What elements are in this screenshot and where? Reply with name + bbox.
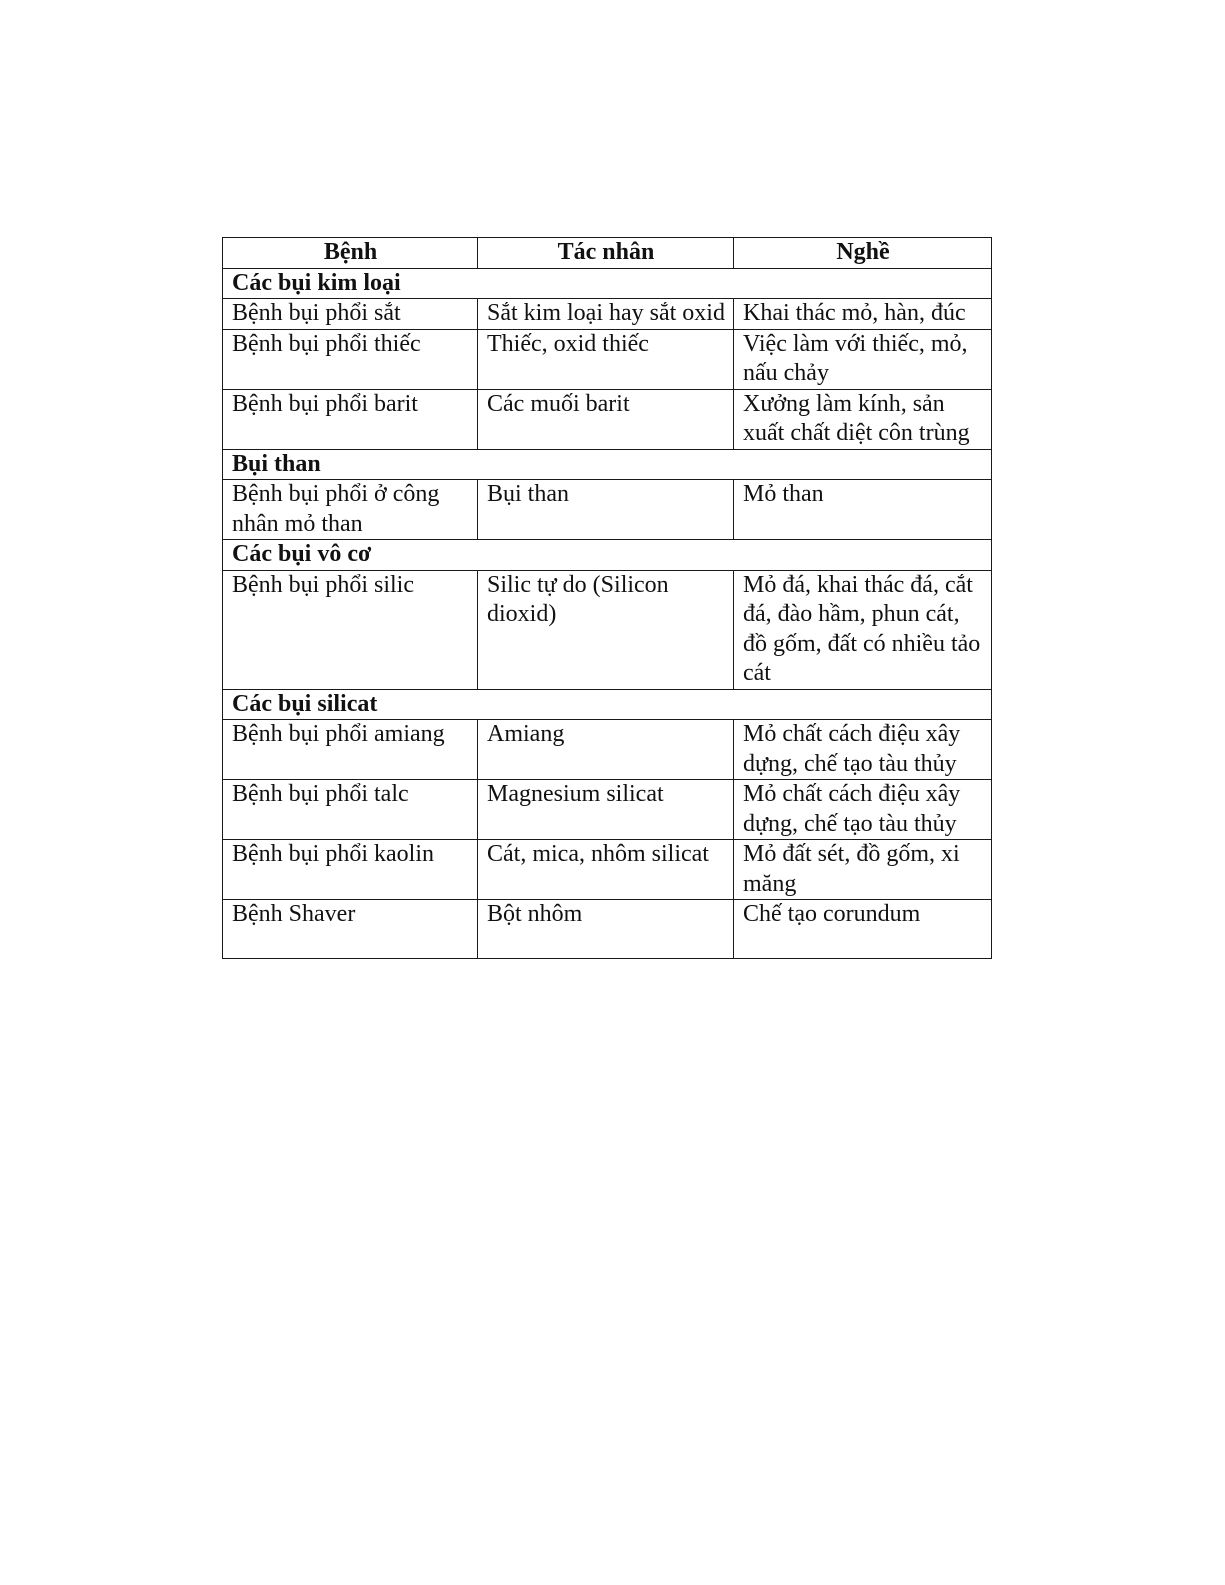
cell-agent: Bột nhôm: [478, 900, 734, 959]
table-row: [223, 900, 992, 959]
group-row: [223, 540, 992, 571]
cell-occupation: Mỏ đá, khai thác đá, cắt đá, đào hầm, phun cát, đồ gốm, đất có nhiều tảo cát: [734, 570, 992, 689]
table-row: [223, 720, 992, 780]
cell-disease: Bệnh bụi phổi silic: [223, 570, 478, 689]
cell-occupation: Mỏ than: [734, 480, 992, 540]
table-row: [223, 570, 992, 689]
table-row: [223, 840, 992, 900]
table-row: [223, 480, 992, 540]
cell-disease: Bệnh bụi phổi kaolin: [223, 840, 478, 900]
cell-occupation: Mỏ chất cách điệu xây dựng, chế tạo tàu thủy: [734, 720, 992, 780]
table-row: [223, 329, 992, 389]
group-title-inorganic-dust: Các bụi vô cơ: [223, 540, 992, 571]
group-row: [223, 268, 992, 299]
table-row: [223, 299, 992, 330]
cell-occupation: Chế tạo corundum: [734, 900, 992, 959]
cell-occupation: Mỏ chất cách điệu xây dựng, chế tạo tàu thủy: [734, 780, 992, 840]
group-title-metal-dust: Các bụi kim loại: [223, 268, 992, 299]
cell-disease: Bệnh bụi phổi ở công nhân mỏ than: [223, 480, 478, 540]
cell-agent: Amiang: [478, 720, 734, 780]
group-title-silicate-dust: Các bụi silicat: [223, 689, 992, 720]
cell-occupation: Khai thác mỏ, hàn, đúc: [734, 299, 992, 330]
header-disease: Bệnh: [223, 238, 478, 269]
cell-agent: Magnesium silicat: [478, 780, 734, 840]
group-title-coal-dust: Bụi than: [223, 449, 992, 480]
cell-occupation: Mỏ đất sét, đồ gốm, xi măng: [734, 840, 992, 900]
cell-agent: Thiếc, oxid thiếc: [478, 329, 734, 389]
header-agent: Tác nhân: [478, 238, 734, 269]
table-row: [223, 780, 992, 840]
cell-occupation: Xưởng làm kính, sản xuất chất diệt côn trùng: [734, 389, 992, 449]
cell-disease: Bệnh Shaver: [223, 900, 478, 959]
cell-agent: Bụi than: [478, 480, 734, 540]
cell-disease: Bệnh bụi phổi talc: [223, 780, 478, 840]
group-row: [223, 449, 992, 480]
occupational-disease-table: [222, 237, 992, 959]
cell-occupation: Việc làm với thiếc, mỏ, nấu chảy: [734, 329, 992, 389]
header-occupation: Nghề: [734, 238, 992, 269]
cell-agent: Sắt kim loại hay sắt oxid: [478, 299, 734, 330]
cell-agent: Cát, mica, nhôm silicat: [478, 840, 734, 900]
table-row: [223, 389, 992, 449]
group-row: [223, 689, 992, 720]
cell-disease: Bệnh bụi phổi sắt: [223, 299, 478, 330]
cell-disease: Bệnh bụi phổi thiếc: [223, 329, 478, 389]
cell-disease: Bệnh bụi phổi barit: [223, 389, 478, 449]
header-row: [223, 238, 992, 269]
cell-disease: Bệnh bụi phổi amiang: [223, 720, 478, 780]
cell-agent: Các muối barit: [478, 389, 734, 449]
cell-agent: Silic tự do (Silicon dioxid): [478, 570, 734, 689]
